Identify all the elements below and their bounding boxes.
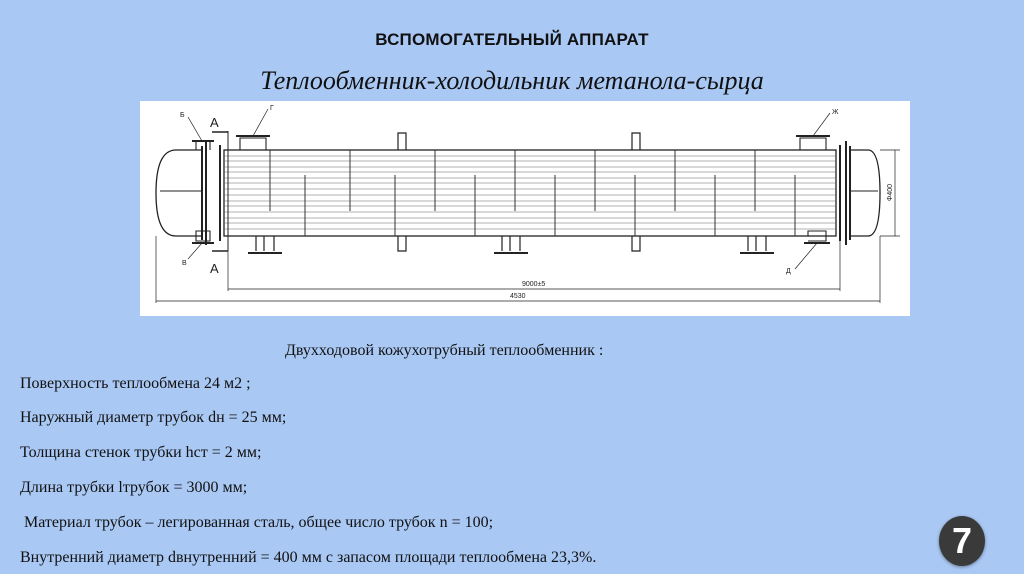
nozzle-label-v: В [182,260,187,267]
dim-inner-length: 9000±5 [522,281,546,288]
supports [248,236,774,253]
spec-wall-thickness: Толщина стенок трубки hст = 2 мм; [20,444,262,461]
section-marker-bottom: А [210,261,219,276]
right-head [846,141,880,245]
spec-outer-diameter: Наружный диаметр трубок dн = 25 мм; [20,409,287,426]
shell [220,145,840,241]
spec-inner-diameter: Внутренний диаметр dвнутренний = 400 мм с запасом площади теплообмена 23,3%. [20,549,597,566]
nozzles [192,136,830,243]
heat-exchanger-drawing [140,101,910,316]
spec-tube-length: Длина трубки lтрубок = 3000 мм; [20,479,248,496]
spec-tube-material: Материал трубок – легированная сталь, общее число трубок n = 100; [20,514,494,531]
tube-bundle [224,156,836,229]
left-head [156,141,206,245]
slide-header: ВСПОМОГАТЕЛЬНЫЙ АППАРАТ [375,30,649,49]
nozzle-label-d: Д [786,268,791,275]
nozzle-label-zh: Ж [832,109,839,116]
section-marker-top: А [210,115,219,130]
dim-total-length: 4530 [510,293,526,300]
drawing-caption: Двухходовой кожухотрубный теплообменник : [285,342,604,359]
nozzle-label-b: Б [180,112,185,119]
page-number-badge: 7 [939,516,985,566]
nozzle-label-g: Г [270,105,274,112]
spec-surface-area: Поверхность теплообмена 24 м2 ; [20,375,251,392]
dim-diameter: Ф400 [887,183,894,201]
expansion-lugs [398,133,640,251]
slide-subtitle: Теплообменник-холодильник метанола-сырца [260,66,764,95]
